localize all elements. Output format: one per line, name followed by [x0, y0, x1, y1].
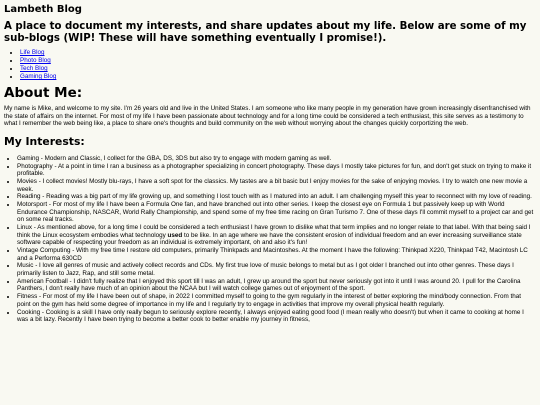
- interest-text: - Modern and Classic, I collect for the GBA, DS, 3DS but also try to engage with modern gaming as well.: [39, 155, 332, 163]
- site-tagline: A place to document my interests, and share updates about my life. Below are some of my sub-blogs (WIP! These will have something eventually I promise!).: [4, 21, 527, 45]
- interest-text: - Reading was a big part of my life growing up, and something I lost touch with as I matured into an adult. I am challenging myself this year to reconnect with my love of reading.: [40, 193, 532, 201]
- interest-text: - With my free time I restore old computers, primarily Thinkpads and Macintoshes. At the moment I have the following: Thinkpad X220, Thinkpad T42, Macintosh LC and a Performa 630CD: [17, 247, 528, 262]
- interest-name: Cooking: [17, 308, 41, 316]
- interests-heading: My Interests:: [4, 135, 85, 149]
- interest-name: Music: [17, 262, 34, 270]
- interest-item-linux: [17, 224, 536, 247]
- interests-list: [4, 155, 536, 324]
- interest-text: - At a point in time I ran a business as a photographer specializing in concert photography. These days I mostly take pictures for fun, and don't get stuck on trying to make it profitable.: [17, 162, 532, 178]
- interest-name: American Football: [17, 277, 68, 285]
- interest-item-gaming: [17, 155, 536, 163]
- emphasis-text: used: [167, 231, 183, 239]
- interest-text: - For most of my life I have been a Formula One fan, and have branched out into other series. I keep the closest eye on Formula 1 but passively keep up with World Endurance Championship, NASCAR, World Rally Championship, and spend some of my free time racing on Gran Turismo 7. One of these days I'll commit myself to a project car and get on some real tracks.: [17, 201, 534, 224]
- interest-name: Gaming: [17, 155, 40, 163]
- interest-name: Movies: [17, 178, 37, 186]
- list-item: [20, 65, 536, 73]
- interest-name: Vintage Computing: [17, 247, 71, 255]
- interest-name: Linux: [17, 224, 33, 232]
- life-blog-link[interactable]: Life Blog: [20, 49, 45, 57]
- about-text: My name is Mike, and welcome to my site. I'm 26 years old and live in the United States. I am someone who like many people in my generation have grown increasingly disenfranchised with the state of affairs on the internet. For most of my life I have been passionate about technology and for a long time could be considered a tech enthusiast, this site serves as a testimony to what I remember the web being like, a place to share one's thoughts and build community on the web without worrying about the changes quickly corportizing the web.: [4, 105, 531, 128]
- site-title: Lambeth Blog: [4, 4, 82, 15]
- list-item: [20, 49, 536, 57]
- interest-name: Motorsport: [17, 201, 48, 209]
- photo-blog-link[interactable]: Photo Blog: [20, 57, 51, 65]
- interest-name: Reading: [17, 193, 41, 201]
- interest-name: Photography: [17, 162, 53, 170]
- sub-blog-list: [4, 49, 536, 80]
- gaming-blog-link[interactable]: Gaming Blog: [20, 73, 57, 81]
- interest-text: - As mentioned above, for a long time I could be considered a tech enthusiast I have grown to dislike what that term implies and no longer relate to that label. With that being said I think the Linux ecosystem embodies what technology: [17, 224, 531, 239]
- interest-text: - I collect movies! Mostly blu-rays, I have a soft spot for the classics. My tastes are a bit basic but I enjoy movies for the sake of enjoying movies. I try to watch one new movie a week.: [17, 178, 528, 193]
- interest-name: Fitness: [17, 293, 38, 301]
- list-item: [20, 73, 536, 81]
- interest-text-after: to be like. In an age where we have the consistent erosion of individual freedom and an ever increasing surveillance state software capable of respecting your freedom as an individual is extremely important, oh and also it's fun!: [17, 231, 522, 247]
- about-heading: About Me:: [4, 84, 83, 101]
- tech-blog-link[interactable]: Tech Blog: [20, 65, 48, 73]
- interest-item-photography: [17, 163, 536, 178]
- interest-text: - For most of my life I have been out of shape, in 2022 I committed myself to going to the gym regularly in the interest of better exploring the mind/body connection. From that point on the gym has held some degree of importance in my life and I regularly try to engage in activities that improve my overall physical health regularly.: [17, 293, 522, 308]
- interest-item-music: [17, 262, 536, 277]
- interest-item-vintage-computing: [17, 247, 536, 262]
- list-item: [20, 57, 536, 65]
- interest-item-motorsport: [17, 201, 536, 224]
- interest-text: - I love all genres of music and actively collect records and CDs. My first true love of music belongs to metal but as I got older I branched out into other genres. These days I primarily listen to Jazz, Rap, and still some metal.: [17, 262, 514, 278]
- interest-item-cooking: [17, 309, 536, 324]
- interest-text: - I didn't fully realize that I enjoyed this sport till I was an adult, I grew up around the sport but never seriously got into it until I was around 20. I pull for the Carolina Panthers, I don't really have much of an opinion about the NCAA but I will watch college games out of enjoyment of the sport.: [17, 277, 521, 293]
- interest-item-american-football: [17, 278, 536, 293]
- interest-text: - Cooking is a skill I have only really begun to seriously explore recently, I always enjoyed eating good food (I mean really who doesn't) but when it came to cooking at home I was a bit lazy. Recently I have been trying to become a better cook to better enable my journey in fitness,: [17, 308, 524, 324]
- interest-item-reading: [17, 193, 536, 201]
- interest-item-movies: [17, 178, 536, 193]
- interest-item-fitness: [17, 293, 536, 308]
